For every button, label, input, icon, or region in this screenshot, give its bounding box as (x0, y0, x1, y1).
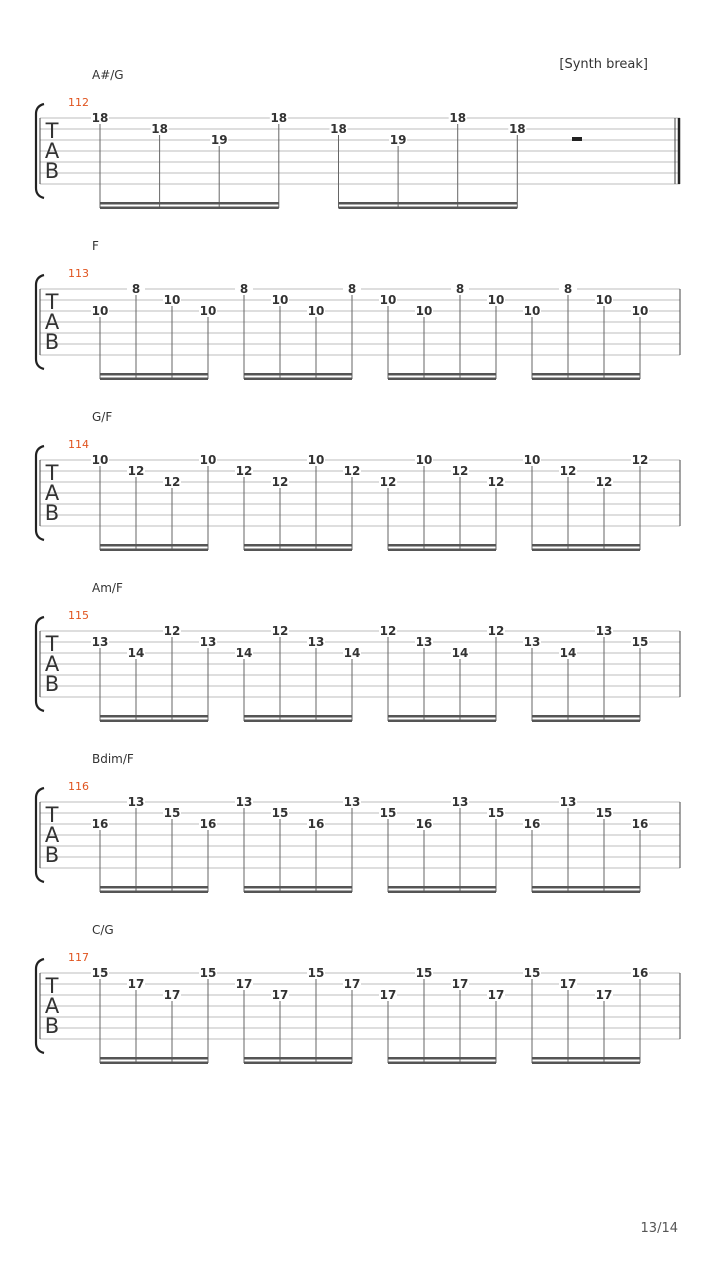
beam-primary (100, 544, 208, 547)
fret-number: 16 (415, 817, 433, 831)
fret-number: 15 (271, 806, 289, 820)
tab-clef-letter: A (44, 310, 60, 334)
chord-symbol: A#/G (92, 68, 124, 82)
measure-number: 116 (68, 780, 89, 793)
fret-number: 13 (235, 795, 253, 809)
fret-number: 17 (559, 977, 577, 991)
beam-primary (532, 373, 640, 376)
chord-symbol: Bdim/F (92, 752, 134, 766)
fret-number: 18 (449, 111, 467, 125)
fret-number: 10 (415, 304, 433, 318)
beam-primary (244, 1057, 352, 1060)
fret-number: 17 (595, 988, 613, 1002)
fret-number: 10 (91, 304, 109, 318)
fret-number: 16 (91, 817, 109, 831)
fret-number: 19 (389, 133, 407, 147)
fret-number: 15 (487, 806, 505, 820)
fret-number: 12 (595, 475, 613, 489)
fret-number: 17 (163, 988, 181, 1002)
fret-number: 13 (343, 795, 361, 809)
measure-number: 112 (68, 96, 89, 109)
fret-number: 10 (415, 453, 433, 467)
tab-clef-letter: T (45, 632, 59, 656)
beam-primary (388, 544, 496, 547)
fret-number: 12 (343, 464, 361, 478)
page-number: 13/14 (640, 1221, 678, 1236)
fret-number: 8 (563, 282, 573, 296)
tab-clef-letter: B (44, 1014, 60, 1038)
beam-primary (100, 715, 208, 718)
fret-number: 12 (631, 453, 649, 467)
tab-clef-letter: B (44, 672, 60, 696)
fret-number: 10 (163, 293, 181, 307)
chord-symbol: F (92, 239, 99, 253)
beam-primary (388, 886, 496, 889)
beam-primary (100, 1057, 208, 1060)
tab-clef-letter: A (44, 652, 60, 676)
beam-secondary (100, 549, 208, 552)
beam-secondary (244, 891, 352, 894)
fret-number: 12 (379, 624, 397, 638)
fret-number: 14 (235, 646, 253, 660)
fret-number: 8 (239, 282, 249, 296)
fret-number: 10 (199, 304, 217, 318)
fret-number: 10 (307, 304, 325, 318)
chord-symbol: G/F (92, 410, 113, 424)
beam-secondary (532, 378, 640, 381)
beam-secondary (100, 207, 279, 210)
beam-primary (244, 886, 352, 889)
fret-number: 17 (127, 977, 145, 991)
beam-primary (339, 202, 518, 205)
beam-secondary (100, 720, 208, 723)
beam-primary (244, 715, 352, 718)
fret-number: 15 (415, 966, 433, 980)
tab-clef-letter: T (45, 461, 59, 485)
beam-primary (388, 1057, 496, 1060)
fret-number: 17 (451, 977, 469, 991)
beam-secondary (244, 1062, 352, 1065)
beam-primary (532, 1057, 640, 1060)
fret-number: 13 (595, 624, 613, 638)
measure-number: 115 (68, 609, 89, 622)
fret-number: 16 (631, 817, 649, 831)
beam-secondary (388, 720, 496, 723)
beam-secondary (532, 720, 640, 723)
beam-primary (100, 373, 208, 376)
fret-number: 15 (199, 966, 217, 980)
fret-number: 15 (595, 806, 613, 820)
beam-primary (388, 373, 496, 376)
fret-number: 10 (379, 293, 397, 307)
fret-number: 13 (199, 635, 217, 649)
beam-primary (244, 373, 352, 376)
beam-secondary (532, 549, 640, 552)
fret-number: 17 (235, 977, 253, 991)
fret-number: 18 (330, 122, 347, 136)
beam-primary (532, 544, 640, 547)
fret-number: 12 (127, 464, 145, 478)
half-rest (572, 137, 582, 141)
fret-number: 12 (487, 624, 505, 638)
tab-clef-letter: T (45, 974, 59, 998)
fret-number: 10 (307, 453, 325, 467)
fret-number: 17 (343, 977, 361, 991)
beam-secondary (388, 378, 496, 381)
beam-primary (244, 544, 352, 547)
beam-primary (532, 715, 640, 718)
fret-number: 18 (151, 122, 168, 136)
beam-primary (100, 202, 279, 205)
fret-number: 18 (270, 111, 288, 125)
section-annotation: [Synth break] (559, 57, 648, 72)
measure-number: 114 (68, 438, 89, 451)
beam-primary (100, 886, 208, 889)
fret-number: 13 (127, 795, 145, 809)
fret-number: 18 (508, 122, 526, 136)
tab-clef-letter: T (45, 803, 59, 827)
fret-number: 12 (163, 624, 181, 638)
beam-secondary (532, 1062, 640, 1065)
beam-secondary (388, 1062, 496, 1065)
beam-secondary (532, 891, 640, 894)
tab-clef-letter: B (44, 159, 60, 183)
fret-number: 16 (631, 966, 649, 980)
fret-number: 19 (210, 133, 228, 147)
tab-clef-letter: A (44, 139, 60, 163)
fret-number: 10 (595, 293, 613, 307)
beam-secondary (244, 549, 352, 552)
fret-number: 13 (523, 635, 541, 649)
fret-number: 14 (451, 646, 469, 660)
fret-number: 16 (307, 817, 325, 831)
fret-number: 8 (455, 282, 465, 296)
fret-number: 15 (163, 806, 181, 820)
fret-number: 14 (559, 646, 577, 660)
fret-number: 15 (91, 966, 109, 980)
beam-secondary (244, 720, 352, 723)
fret-number: 12 (163, 475, 181, 489)
beam-secondary (388, 891, 496, 894)
fret-number: 13 (451, 795, 469, 809)
tab-clef-letter: B (44, 501, 60, 525)
fret-number: 13 (91, 635, 109, 649)
fret-number: 12 (451, 464, 469, 478)
fret-number: 10 (631, 304, 649, 318)
fret-number: 12 (271, 624, 289, 638)
fret-number: 16 (199, 817, 217, 831)
fret-number: 10 (523, 453, 541, 467)
tab-clef-letter: A (44, 994, 60, 1018)
fret-number: 18 (91, 111, 109, 125)
beam-primary (532, 886, 640, 889)
fret-number: 12 (271, 475, 289, 489)
fret-number: 12 (487, 475, 505, 489)
fret-number: 16 (523, 817, 541, 831)
fret-number: 14 (343, 646, 361, 660)
fret-number: 10 (487, 293, 505, 307)
tab-clef-letter: A (44, 823, 60, 847)
beam-secondary (388, 549, 496, 552)
fret-number: 12 (559, 464, 577, 478)
measure-number: 113 (68, 267, 89, 280)
tab-clef-letter: T (45, 290, 59, 314)
fret-number: 13 (307, 635, 325, 649)
fret-number: 13 (415, 635, 433, 649)
fret-number: 10 (91, 453, 109, 467)
beam-secondary (244, 378, 352, 381)
fret-number: 15 (523, 966, 541, 980)
fret-number: 15 (307, 966, 325, 980)
beam-primary (388, 715, 496, 718)
fret-number: 8 (347, 282, 357, 296)
tab-clef-letter: B (44, 843, 60, 867)
fret-number: 13 (559, 795, 577, 809)
beam-secondary (100, 378, 208, 381)
fret-number: 15 (379, 806, 397, 820)
tab-clef-letter: B (44, 330, 60, 354)
fret-number: 10 (199, 453, 217, 467)
fret-number: 17 (271, 988, 289, 1002)
tab-clef-letter: T (45, 119, 59, 143)
chord-symbol: Am/F (92, 581, 123, 595)
fret-number: 15 (631, 635, 649, 649)
fret-number: 12 (235, 464, 253, 478)
beam-secondary (100, 1062, 208, 1065)
fret-number: 12 (379, 475, 397, 489)
chord-symbol: C/G (92, 923, 114, 937)
measure-number: 117 (68, 951, 89, 964)
fret-number: 17 (379, 988, 397, 1002)
fret-number: 10 (271, 293, 289, 307)
tab-clef-letter: A (44, 481, 60, 505)
fret-number: 14 (127, 646, 145, 660)
fret-number: 17 (487, 988, 505, 1002)
fret-number: 10 (523, 304, 541, 318)
beam-secondary (100, 891, 208, 894)
beam-secondary (339, 207, 518, 210)
fret-number: 8 (131, 282, 141, 296)
